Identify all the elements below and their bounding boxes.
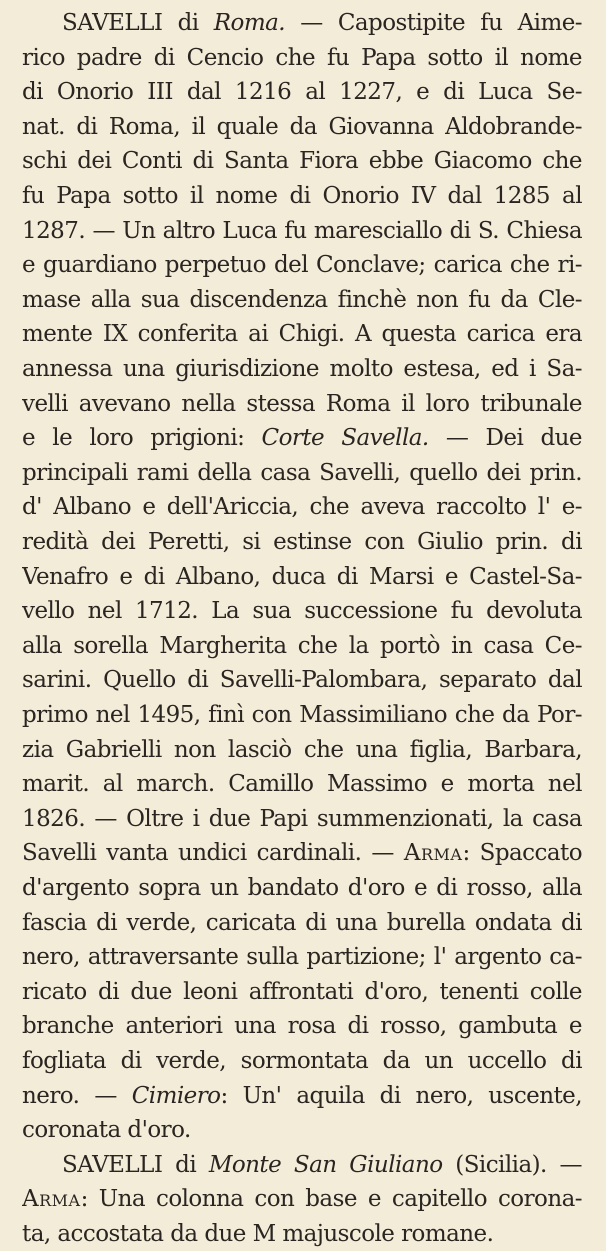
text-run: vello nel 1712. La sua successione fu devoluta [22,598,582,625]
text-run: alla sorella Margherita che la portò in casa Ce- [22,632,582,659]
text-run: SAVELLI di [62,10,214,36]
text-run: ta, accostata da due M majuscole romane. [22,1221,494,1247]
text-run: principali rami della casa Savelli, quello dei prin. [22,459,582,486]
text-line [22,1182,582,1216]
text-run: d'argento sopra un bandato d'oro e di rosso, alla [22,875,582,901]
text-line [22,283,582,317]
text-run: : Spaccato [462,840,582,867]
text-run: redità dei Peretti, si estinse con Giulio prin. di [22,529,582,555]
text-line [22,802,582,836]
text-run: e guardiano perpetuo del Conclave; carica che ri- [22,252,582,279]
text-run: marit. al march. Camillo Massimo e morta nel [22,771,582,798]
text-run: — Capostipite fu Aime- [285,10,582,36]
text-run: annessa una giurisdizione molto estesa, ed i Sa- [22,356,582,382]
text-line [22,940,582,974]
text-line [22,214,582,248]
text-run: e le loro prigioni: [22,425,262,452]
text-run: : Un' aquila di nero, uscente, [220,1082,582,1109]
text-run: primo nel 1495, finì con Massimiliano che da Por- [22,702,582,728]
text-line [22,767,582,801]
text-run: 1287. — Un altro Luca fu maresciallo di S. Chiesa [22,217,582,244]
text-run: Venafro e di Albano, duca di Marsi e Castel-Sa- [22,563,582,590]
text-run: : Una colonna con base e capitello corona- [80,1186,582,1213]
text-line [22,1044,582,1078]
text-run: nero. — [22,1082,132,1109]
text-run: rico padre di Cencio che fu Papa sotto il nome [22,44,582,71]
text-line [22,110,582,144]
text-line [22,698,582,732]
text-line [22,456,582,490]
entry-heading-line [62,6,582,40]
text-run: Savelli vanta undici cardinali. — [22,840,404,867]
small-caps-text: Arma [403,840,463,867]
text-run: di Onorio III dal 1216 al 1227, e di Luca Se- [22,79,582,106]
cut-off-next-line [62,1228,582,1242]
text-run: fogliata di verde, sormontata da un uccello di [22,1048,582,1074]
text-run: zia Gabrielli non lasciò che una figlia, Barbara, [22,736,582,763]
text-line [22,179,582,213]
text-line [22,1079,582,1113]
text-run: — Dei due [428,425,582,452]
text-line [22,248,582,282]
text-line [22,560,582,594]
text-line [22,733,582,767]
text-run: coronata d'oro. [22,1117,191,1144]
italic-text: Monte San Giuliano [208,1151,443,1178]
text-line [22,490,582,524]
text-line [22,41,582,75]
text-line [22,629,582,663]
text-run: 1826. — Oltre i due Papi summenzionati, la casa [22,805,582,832]
text-line [22,594,582,628]
italic-text: Cimiero [131,1082,221,1109]
text-run: schi dei Conti di Santa Fiora ebbe Giacomo che [22,148,582,175]
text-line [22,1009,582,1043]
text-line [22,75,582,109]
text-line [22,525,582,559]
text-run: sarini. Quello di Savelli-Palombara, separato dal [22,667,582,694]
text-run: fascia di verde, caricata di una burella ondata di [22,909,582,936]
text-line [22,871,582,905]
text-line [22,1113,582,1147]
text-run: branche anteriori una rosa di rosso, gambuta e [22,1013,582,1040]
text-run: fu Papa sotto il nome di Onorio IV dal 1285 al [22,183,582,209]
text-line [22,317,582,351]
text-line [22,421,582,455]
text-run: ricato di due leoni affrontati d'oro, tenenti colle [22,978,582,1005]
text-run: SAVELLI di [62,1151,209,1178]
small-caps-text: Arma [22,1186,81,1213]
text-run: velli avevano nella stessa Roma il loro tribunale [22,390,582,417]
text-line [22,387,582,421]
text-run: nat. di Roma, il quale da Giovanna Aldobrande- [22,113,582,140]
text-line [22,144,582,178]
text-line [22,352,582,386]
text-line [22,906,582,940]
text-run: (Sicilia). — [442,1151,582,1178]
text-run: nero, attraversante sulla partizione; l' argento ca- [22,944,582,971]
italic-text: Corte Savella. [261,425,429,452]
text-line [22,975,582,1009]
italic-text: Roma. [213,10,286,36]
text-line [22,836,582,870]
entry-heading-line [62,1148,582,1182]
text-run: mente IX conferita ai Chigi. A questa carica era [22,321,582,348]
text-line [22,663,582,697]
text-run: d' Albano e dell'Ariccia, che aveva raccolto l' e- [22,494,582,521]
text-run: mase alla sua discendenza finchè non fu da Cle- [22,286,582,313]
